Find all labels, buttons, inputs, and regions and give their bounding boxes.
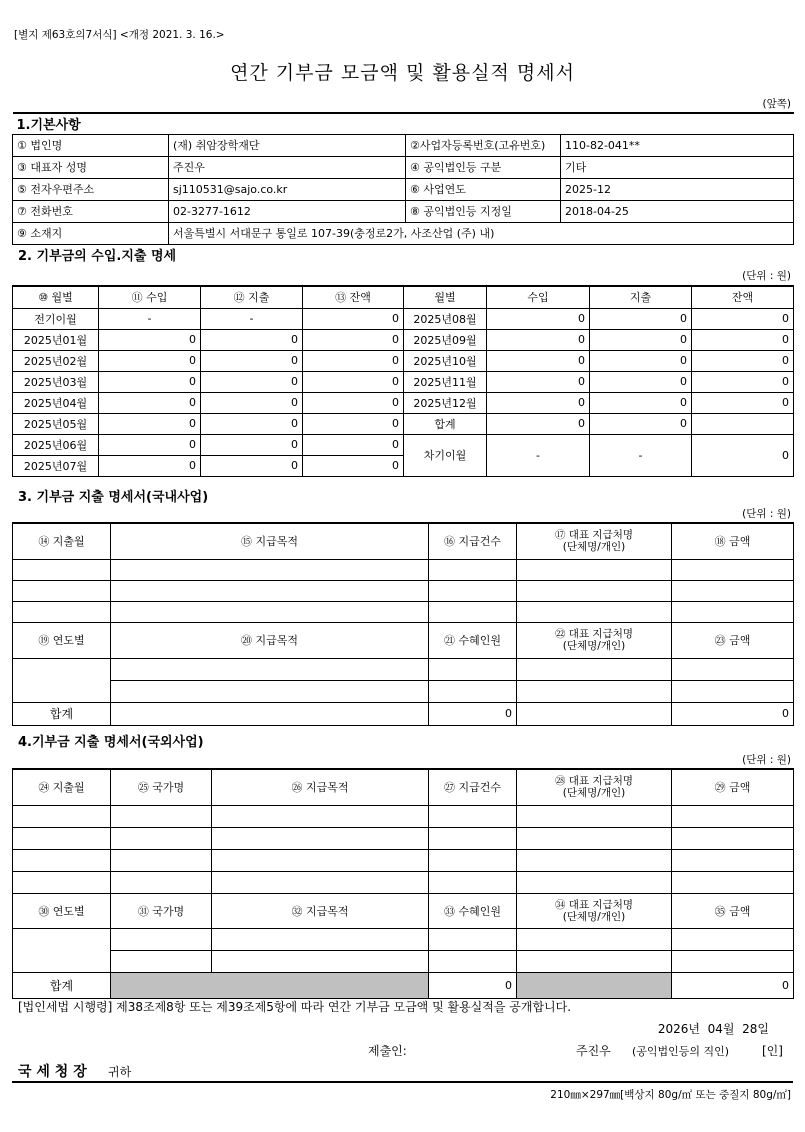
balance-cell: 0 [692, 392, 794, 413]
email-label: ⑤ 전자우편주소 [13, 178, 169, 200]
carry-forward-income: - [487, 434, 590, 476]
hdr-recipient-line2: (단체명/개인) [562, 787, 626, 800]
hdr-recipient-2-line2: (단체명/개인) [562, 910, 626, 923]
balance-cell: 0 [303, 455, 404, 476]
total-income: 0 [487, 413, 590, 434]
section1-title: 1.기본사항 [13, 113, 794, 134]
total-amount: 0 [672, 972, 794, 998]
designation-date-label: ⑧ 공익법인등 지정일 [406, 200, 561, 222]
month-cell: 2025년02월 [13, 350, 99, 371]
hdr-expense-month: ⑭ 지출월 [13, 523, 111, 559]
submitter-name: 주진우 [576, 1044, 611, 1058]
hdr-count: ⑯ 지급건수 [429, 523, 517, 559]
month-cell: 2025년11월 [404, 371, 487, 392]
corp-name-value: (재) 취암장학재단 [169, 134, 406, 156]
income-cell: - [99, 308, 201, 329]
total-label: 합계 [13, 972, 111, 998]
expense-cell: 0 [201, 434, 303, 455]
table-row [13, 434, 794, 455]
biz-year-value: 2025-12 [561, 178, 794, 200]
hdr-beneficiaries: ㉑ 수혜인원 [429, 622, 517, 658]
hdr-recipient [517, 769, 672, 805]
footer-divider [12, 1081, 793, 1083]
balance-cell: 0 [692, 371, 794, 392]
hdr-balance: ⑬ 잔액 [303, 286, 404, 308]
expense-cell: 0 [201, 371, 303, 392]
section1-table [12, 112, 794, 245]
hdr-month-2: 월별 [404, 286, 487, 308]
total-count: 0 [429, 702, 517, 725]
hdr-expense-month: ㉔ 지출월 [13, 769, 111, 805]
total-row [13, 702, 794, 725]
balance-cell: 0 [303, 350, 404, 371]
month-cell: 전기이월 [13, 308, 99, 329]
balance-cell: 0 [303, 413, 404, 434]
balance-cell: 0 [692, 329, 794, 350]
hdr-recipient-2-line1: ㉞ 대표 지급처명 [554, 898, 634, 911]
section3-unit: (단위 : 원) [742, 508, 791, 520]
table-row [13, 308, 794, 329]
corp-type-label: ④ 공익법인등 구분 [406, 156, 561, 178]
email-value: sj110531@sajo.co.kr [169, 178, 406, 200]
table-row [13, 350, 794, 371]
month-cell: 2025년07월 [13, 455, 99, 476]
balance-cell: 0 [692, 350, 794, 371]
total-gray-cell [111, 972, 429, 998]
hdr-purpose: ㉖ 지급목적 [212, 769, 429, 805]
expense-cell: 0 [590, 350, 692, 371]
total-expense: 0 [590, 413, 692, 434]
table-row [13, 871, 794, 893]
overseas-expense-table [12, 768, 794, 999]
hdr-beneficiaries: ㉝ 수혜인원 [429, 893, 517, 928]
recipient-agency: 국 세 청 장 [18, 1064, 87, 1080]
income-cell: 0 [487, 308, 590, 329]
address-label: ⑨ 소재지 [13, 222, 169, 244]
total-count: 0 [429, 972, 517, 998]
expense-cell: 0 [201, 350, 303, 371]
month-cell: 2025년05월 [13, 413, 99, 434]
hdr-amount-2: ㉓ 금액 [672, 622, 794, 658]
legal-notice: [법인세법 시행령] 제38조제8항 또는 제39조제5항에 따라 연간 기부금 모금액 및 활용실적을 공개합니다. [18, 1000, 572, 1014]
phone-value: 02-3277-1612 [169, 200, 406, 222]
income-cell: 0 [99, 392, 201, 413]
page-title: 연간 기부금 모금액 및 활용실적 명세서 [230, 62, 575, 84]
submitter-label: 제출인: [368, 1044, 407, 1058]
carry-forward-expense: - [590, 434, 692, 476]
total-label: 합계 [13, 702, 111, 725]
table-row [13, 928, 794, 950]
hdr-year: ㉚ 연도별 [13, 893, 111, 928]
ceo-name-label: ③ 대표자 성명 [13, 156, 169, 178]
hdr-purpose: ⑮ 지급목적 [111, 523, 429, 559]
table-row [13, 805, 794, 827]
domestic-expense-table [12, 522, 794, 726]
hdr-expense-2: 지출 [590, 286, 692, 308]
hdr-expense: ⑫ 지출 [201, 286, 303, 308]
hdr-amount: ⑱ 금액 [672, 523, 794, 559]
hdr-purpose-2: ⑳ 지급목적 [111, 622, 429, 658]
corp-type-value: 기타 [561, 156, 794, 178]
section3-title: 3. 기부금 지출 명세서(국내사업) [18, 490, 209, 505]
recipient-suffix: 귀하 [108, 1065, 132, 1079]
month-cell: 2025년06월 [13, 434, 99, 455]
table-row [13, 329, 794, 350]
expense-cell: 0 [201, 455, 303, 476]
expense-cell: 0 [590, 392, 692, 413]
income-expense-table [12, 285, 794, 477]
expense-cell: 0 [590, 329, 692, 350]
month-cell: 2025년09월 [404, 329, 487, 350]
hdr-income-2: 수입 [487, 286, 590, 308]
income-cell: 0 [487, 392, 590, 413]
income-cell: 0 [99, 434, 201, 455]
hdr-recipient-line2: (단체명/개인) [562, 541, 626, 554]
month-cell: 2025년12월 [404, 392, 487, 413]
table-row [13, 392, 794, 413]
hdr-recipient [517, 523, 672, 559]
submission-date: 2026년 04월 28일 [657, 1022, 769, 1036]
table-row [13, 371, 794, 392]
biz-number-value: 110-82-041** [561, 134, 794, 156]
hdr-balance-2: 잔액 [692, 286, 794, 308]
carry-forward-label: 차기이월 [404, 434, 487, 476]
biz-year-label: ⑥ 사업연도 [406, 178, 561, 200]
hdr-count: ㉗ 지급건수 [429, 769, 517, 805]
section2-unit: (단위 : 원) [742, 270, 791, 282]
balance-cell: 0 [303, 434, 404, 455]
page-side: (앞쪽) [762, 98, 791, 110]
corp-name-label: ① 법인명 [13, 134, 169, 156]
month-cell: 2025년08월 [404, 308, 487, 329]
month-cell: 2025년10월 [404, 350, 487, 371]
biz-number-label: ②사업자등록번호(고유번호) [406, 134, 561, 156]
total-gray-cell [517, 972, 672, 998]
table-row [13, 680, 794, 702]
section2-title: 2. 기부금의 수입.지출 명세 [18, 249, 177, 264]
hdr-month: ⑩ 월별 [13, 286, 99, 308]
paper-spec: 210㎜×297㎜[백상지 80g/㎡ 또는 중질지 80g/㎡] [550, 1089, 791, 1101]
hdr-recipient-2-line1: ㉒ 대표 지급처명 [554, 628, 634, 640]
expense-cell: 0 [201, 329, 303, 350]
expense-cell: - [201, 308, 303, 329]
income-cell: 0 [487, 350, 590, 371]
balance-cell: 0 [303, 308, 404, 329]
table-row [13, 950, 794, 972]
section4-unit: (단위 : 원) [742, 754, 791, 766]
balance-cell: 0 [303, 371, 404, 392]
expense-cell: 0 [201, 392, 303, 413]
hdr-recipient-line1: ㉘ 대표 지급처명 [554, 775, 634, 788]
table-row [13, 580, 794, 601]
hdr-country-2: ㉛ 국가명 [111, 893, 212, 928]
table-row [13, 559, 794, 580]
total-label: 합계 [404, 413, 487, 434]
balance-cell: 0 [303, 392, 404, 413]
balance-cell: 0 [303, 329, 404, 350]
expense-cell: 0 [201, 413, 303, 434]
balance-cell: 0 [692, 308, 794, 329]
hdr-amount: ㉙ 금액 [672, 769, 794, 805]
phone-label: ⑦ 전화번호 [13, 200, 169, 222]
expense-cell: 0 [590, 371, 692, 392]
hdr-income: ⑪ 수입 [99, 286, 201, 308]
carry-forward-balance: 0 [692, 434, 794, 476]
month-cell: 2025년03월 [13, 371, 99, 392]
month-cell: 2025년04월 [13, 392, 99, 413]
section4-title: 4.기부금 지출 명세서(국외사업) [18, 735, 204, 750]
total-balance [692, 413, 794, 434]
table-row [13, 658, 794, 680]
table-row [13, 413, 794, 434]
designation-date-value: 2018-04-25 [561, 200, 794, 222]
seal-mark: [인] [762, 1044, 783, 1058]
form-code: [별지 제63호의7서식] <개정 2021. 3. 16.> [14, 29, 225, 41]
submitter-role: (공익법인등의 직인) [632, 1045, 730, 1058]
income-cell: 0 [99, 350, 201, 371]
hdr-country: ㉕ 국가명 [111, 769, 212, 805]
income-cell: 0 [487, 329, 590, 350]
expense-cell: 0 [590, 308, 692, 329]
income-cell: 0 [487, 371, 590, 392]
hdr-recipient-2 [517, 622, 672, 658]
hdr-year: ⑲ 연도별 [13, 622, 111, 658]
income-cell: 0 [99, 329, 201, 350]
address-value: 서울특별시 서대문구 통일로 107-39(충정로2가, 사조산업 (주) 내) [169, 222, 794, 244]
month-cell: 2025년01월 [13, 329, 99, 350]
income-cell: 0 [99, 455, 201, 476]
table-row [13, 601, 794, 622]
hdr-amount-2: ㉟ 금액 [672, 893, 794, 928]
total-row [13, 972, 794, 998]
table-row [13, 827, 794, 849]
total-amount: 0 [672, 702, 794, 725]
hdr-recipient-line1: ⑰ 대표 지급처명 [554, 529, 634, 542]
income-cell: 0 [99, 413, 201, 434]
income-cell: 0 [99, 371, 201, 392]
table-row [13, 849, 794, 871]
hdr-purpose-2: ㉜ 지급목적 [212, 893, 429, 928]
ceo-name-value: 주진우 [169, 156, 406, 178]
hdr-recipient-2-line2: (단체명/개인) [562, 640, 626, 652]
hdr-recipient-2 [517, 893, 672, 928]
